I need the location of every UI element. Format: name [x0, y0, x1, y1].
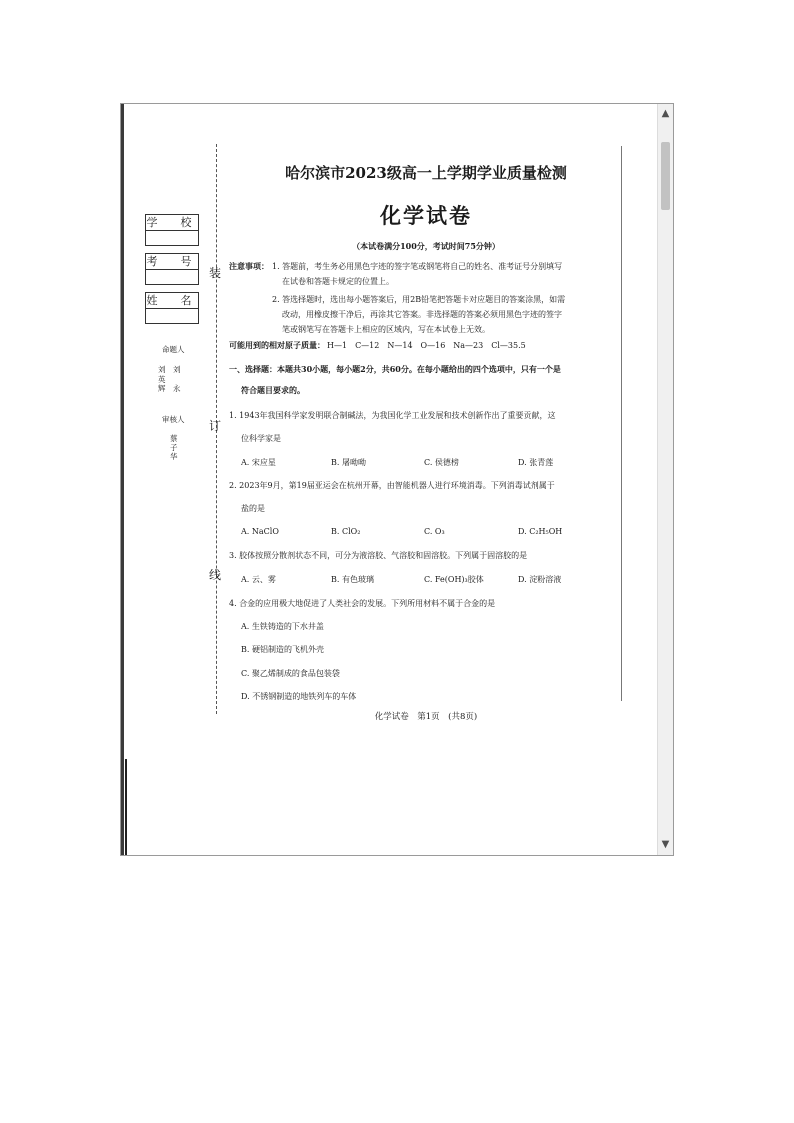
- atomic-mass-label: 可能用到的相对原子质量：: [229, 340, 325, 350]
- author-line-1: 刘 刘: [158, 365, 181, 374]
- question-1-cont: 位科学家是: [241, 434, 281, 443]
- scroll-thumb[interactable]: [661, 142, 670, 210]
- scroll-down-icon[interactable]: ▼: [661, 839, 670, 850]
- notice-2c: 笔或钢笔写在答题卡上相应的区域内，写在本试卷上无效。: [282, 325, 490, 334]
- notice-label: 注意事项：: [229, 261, 269, 271]
- q1-option-b: B. 屠呦呦: [331, 458, 366, 467]
- section1-heading: 一、选择题：本题共30小题，每小题2分，共60分。在每小题给出的四个选项中，只有一个是: [229, 364, 561, 374]
- q1-option-a: A. 宋应星: [241, 458, 276, 467]
- exam-page: [121, 104, 659, 855]
- reviewer-label: 审核人: [162, 415, 185, 424]
- question-2: 2. 2023年9月，第19届亚运会在杭州开幕，由智能机器人进行环境消毒。下列消毒试剂属于: [229, 481, 555, 490]
- q3-option-a: A. 云、雾: [241, 575, 276, 584]
- question-4: 4. 合金的应用极大地促进了人类社会的发展。下列所用材料不属于合金的是: [229, 599, 496, 608]
- exam-no-label: 考 号: [146, 255, 198, 268]
- exam-title: 哈尔滨市2023级高一上学期学业质量检测: [285, 164, 567, 182]
- scroll-up-icon[interactable]: ▲: [661, 108, 670, 119]
- q3-option-b: B. 有色玻璃: [331, 575, 374, 584]
- q1-option-d: D. 张青莲: [518, 458, 554, 467]
- vertical-scrollbar[interactable]: [657, 104, 673, 855]
- q3-option-d: D. 淀粉溶液: [518, 575, 562, 584]
- author-line-2: 英: [158, 375, 173, 384]
- right-margin-line: [621, 146, 622, 701]
- notice-2a: 2. 答选择题时，选出每小题答案后，用2B铅笔把答题卡对应题目的答案涂黑，如需: [272, 295, 566, 304]
- notice-2b: 改动，用橡皮擦干净后，再涂其它答案。非选择题的答案必须用黑色字迹的签字: [282, 310, 562, 319]
- q2-option-c: C. O₃: [424, 527, 445, 536]
- document-viewer: [120, 103, 674, 856]
- q4-option-d: D. 不锈钢制造的地铁列车的车体: [241, 692, 357, 701]
- reviewer-line-3: 华: [170, 452, 178, 461]
- question-1: 1. 1943年我国科学家发明联合制碱法，为我国化学工业发展和技术创新作出了重要贡献，这: [229, 411, 556, 420]
- notice-1a: 1. 答题前，考生务必用黑色字迹的签字笔或钢笔将自己的姓名、准考证号分别填写: [272, 262, 563, 271]
- binding-char-ding: 订: [209, 419, 222, 433]
- atomic-mass-values: H—1 C—12 N—14 O—16 Na—23 Cl—35.5: [327, 341, 526, 350]
- exam-subtitle: 化学试卷: [380, 203, 472, 228]
- name-label: 姓 名: [146, 294, 198, 307]
- school-field: [145, 214, 199, 246]
- binding-char-xian: 线: [209, 568, 222, 582]
- author-label: 命题人: [162, 345, 185, 354]
- exam-info: （本试卷满分100分，考试时间75分钟）: [352, 241, 500, 251]
- q2-option-a: A. NaClO: [241, 527, 279, 536]
- reviewer-line-2: 子: [170, 443, 178, 452]
- q4-option-c: C. 聚乙烯制成的食品包装袋: [241, 669, 340, 678]
- q1-option-c: C. 侯德榜: [424, 458, 459, 467]
- question-2-cont: 盐的是: [241, 504, 265, 513]
- school-blank: [146, 231, 198, 245]
- notice-1b: 在试卷和答题卡规定的位置上。: [282, 277, 394, 286]
- author-line-3: 辉 永: [158, 384, 181, 393]
- binding-char-zhuang: 装: [209, 266, 222, 280]
- exam-no-blank: [146, 270, 198, 284]
- exam-no-field: [145, 253, 199, 285]
- section1-heading-cont: 符合题目要求的。: [241, 385, 305, 395]
- name-field: [145, 292, 199, 324]
- q4-option-b: B. 硬铝制造的飞机外壳: [241, 645, 324, 654]
- q4-option-a: A. 生铁铸造的下水井盖: [241, 622, 324, 631]
- q2-option-d: D. C₂H₅OH: [518, 527, 563, 536]
- question-3: 3. 胶体按照分散剂状态不同，可分为液溶胶、气溶胶和固溶胶。下列属于固溶胶的是: [229, 551, 528, 560]
- school-label: 学 校: [146, 216, 198, 229]
- q2-option-b: B. ClO₂: [331, 527, 361, 536]
- name-blank: [146, 309, 198, 323]
- q3-option-c: C. Fe(OH)₃胶体: [424, 575, 484, 584]
- page-footer: 化学试卷 第1页 (共8页): [374, 712, 478, 722]
- reviewer-line-1: 蔡: [170, 434, 178, 443]
